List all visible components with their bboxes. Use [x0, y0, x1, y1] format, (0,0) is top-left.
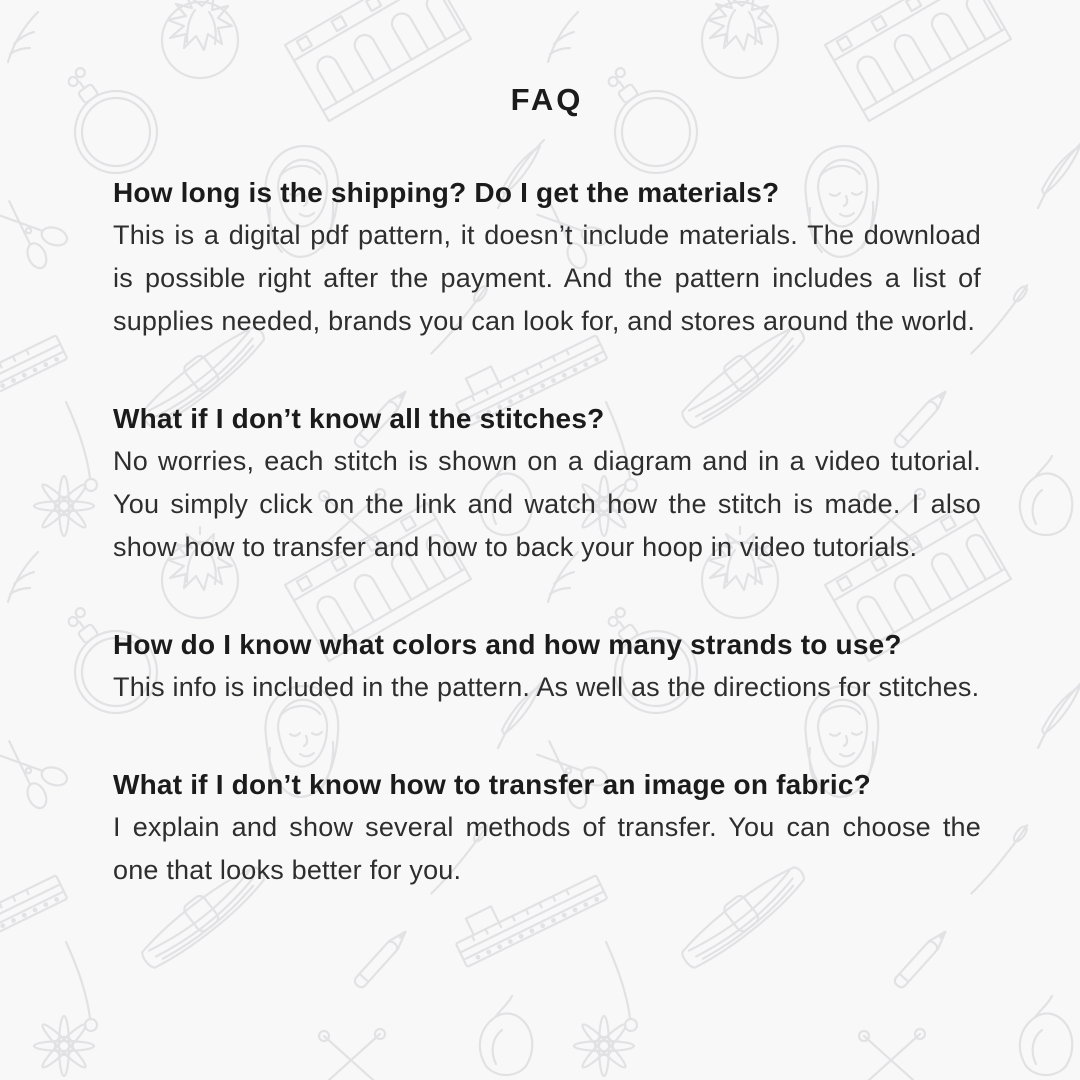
faq-answer: No worries, each stitch is shown on a diagram and in a video tutorial. You simply click on the link and watch how the stitch is made. I also show how to transfer and how to back your hoop in video tutorials.: [113, 446, 981, 562]
faq-question: What if I don’t know all the stitches?: [113, 403, 605, 434]
faq-item: [113, 397, 981, 569]
faq-list: [113, 171, 981, 892]
faq-question: How do I know what colors and how many strands to use?: [113, 629, 902, 660]
faq-question: What if I don’t know how to transfer an image on fabric?: [113, 769, 871, 800]
page-title: FAQ: [510, 82, 584, 117]
faq-item: [113, 171, 981, 343]
faq-answer: This is a digital pdf pattern, it doesn’t include materials. The download is possible right after the payment. And the pattern includes a list of supplies needed, brands you can look for, and stores around the world.: [113, 220, 981, 336]
faq-item: [113, 623, 981, 709]
faq-answer: I explain and show several methods of transfer. You can choose the one that looks better for you.: [113, 812, 981, 885]
faq-answer: This info is included in the pattern. As well as the directions for stitches.: [113, 672, 980, 702]
faq-question: How long is the shipping? Do I get the materials?: [113, 177, 780, 208]
faq-item: [113, 763, 981, 892]
